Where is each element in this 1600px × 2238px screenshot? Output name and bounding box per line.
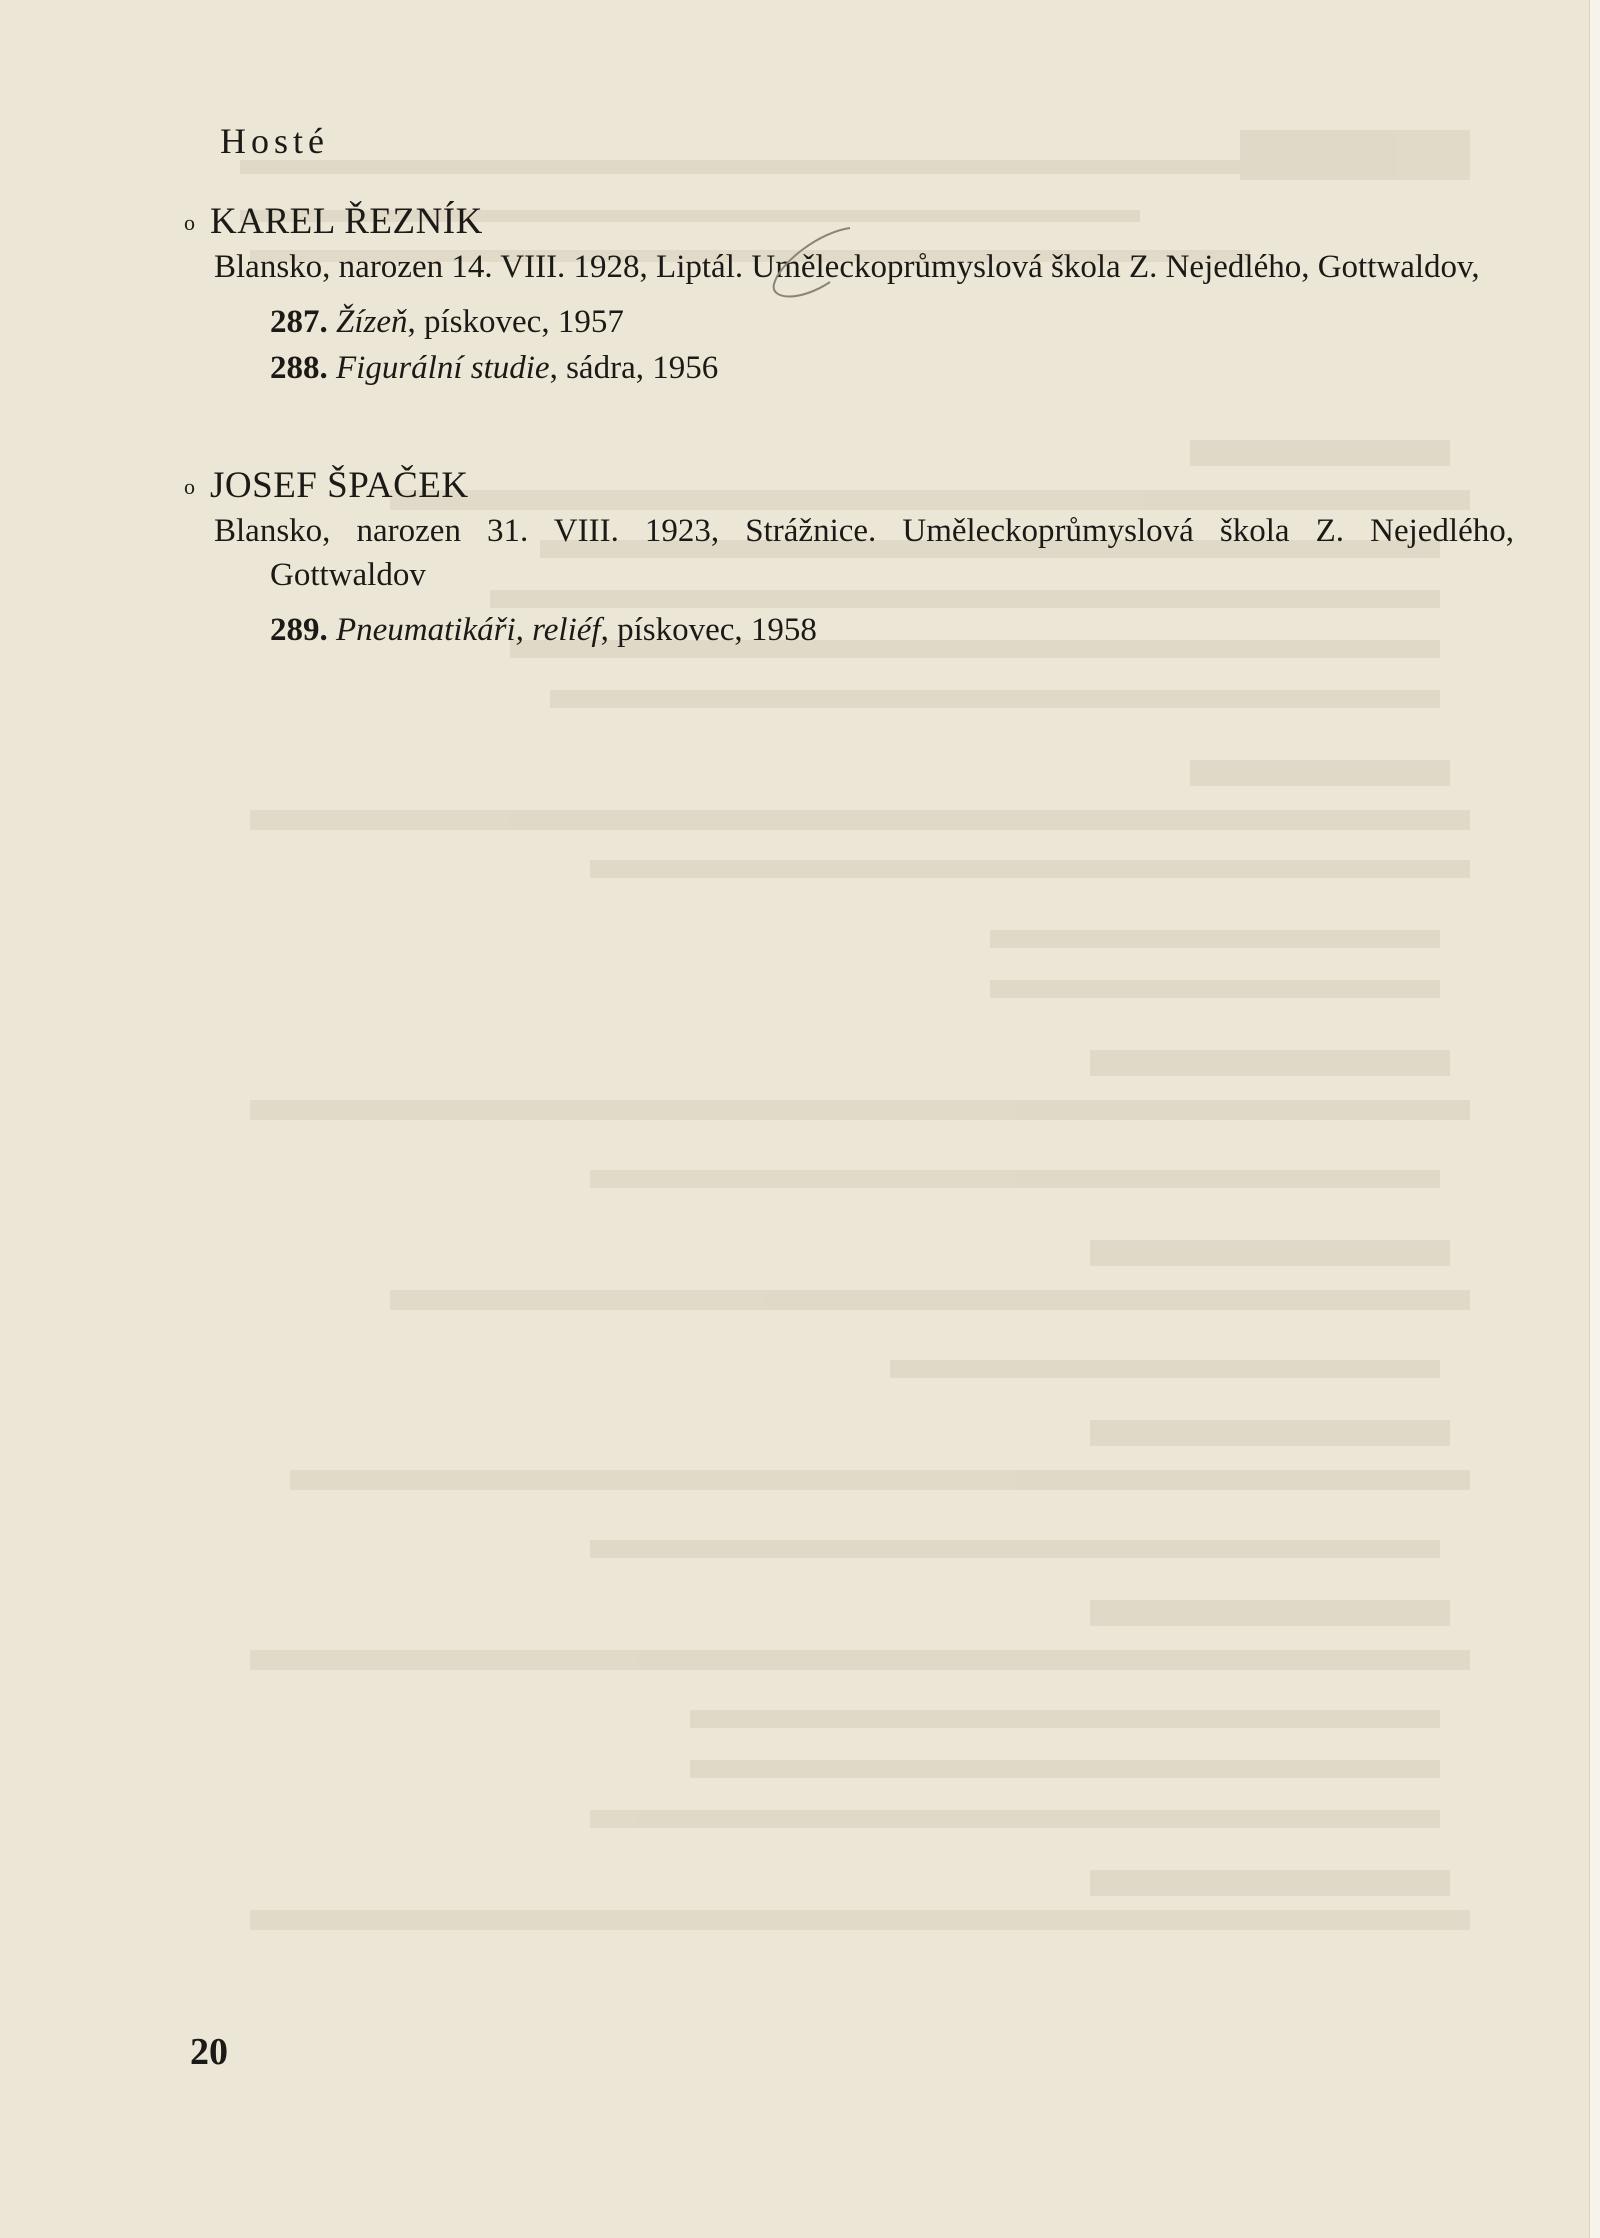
artist-bio: Blansko, narozen 31. VIII. 1923, Strážnice. Uměleckoprůmyslová škola Z. Nejedlého, Gottwaldov: [214, 513, 1514, 593]
artist-entry: [184, 464, 1514, 653]
work-item: [270, 607, 1514, 653]
artist-bio: Blansko, narozen 14. VIII. 1928, Liptál. Uměleckoprůmyslová škola Z. Nejedlého, Gottwaldov,: [214, 249, 1480, 285]
page-number: 20: [190, 2031, 228, 2073]
work-title: Pneumatikáři, reliéf: [336, 612, 601, 648]
artist-name-text: JOSEF ŠPAČEK: [210, 465, 469, 506]
artist-name: [184, 464, 1514, 507]
artist-name-text: KAREL ŘEZNÍK: [210, 201, 483, 242]
section-heading: Hosté: [220, 121, 329, 161]
work-title: Figurální studie: [336, 350, 550, 386]
work-item: [270, 345, 1514, 391]
work-number: 289.: [270, 612, 328, 648]
circle-marker: o: [184, 474, 196, 499]
circle-marker: o: [184, 210, 196, 235]
works-list: [270, 299, 1514, 391]
page-edge: [1589, 0, 1600, 2238]
work-title: Žízeň: [336, 304, 408, 340]
work-details: , sádra, 1956: [549, 350, 719, 386]
work-details: , pískovec, 1958: [600, 612, 817, 648]
works-list: [270, 607, 1514, 653]
work-number: 288.: [270, 350, 328, 386]
work-details: , pískovec, 1957: [407, 304, 624, 340]
pencil-mark: [760, 222, 860, 312]
work-item: [270, 299, 1514, 345]
work-number: 287.: [270, 304, 328, 340]
